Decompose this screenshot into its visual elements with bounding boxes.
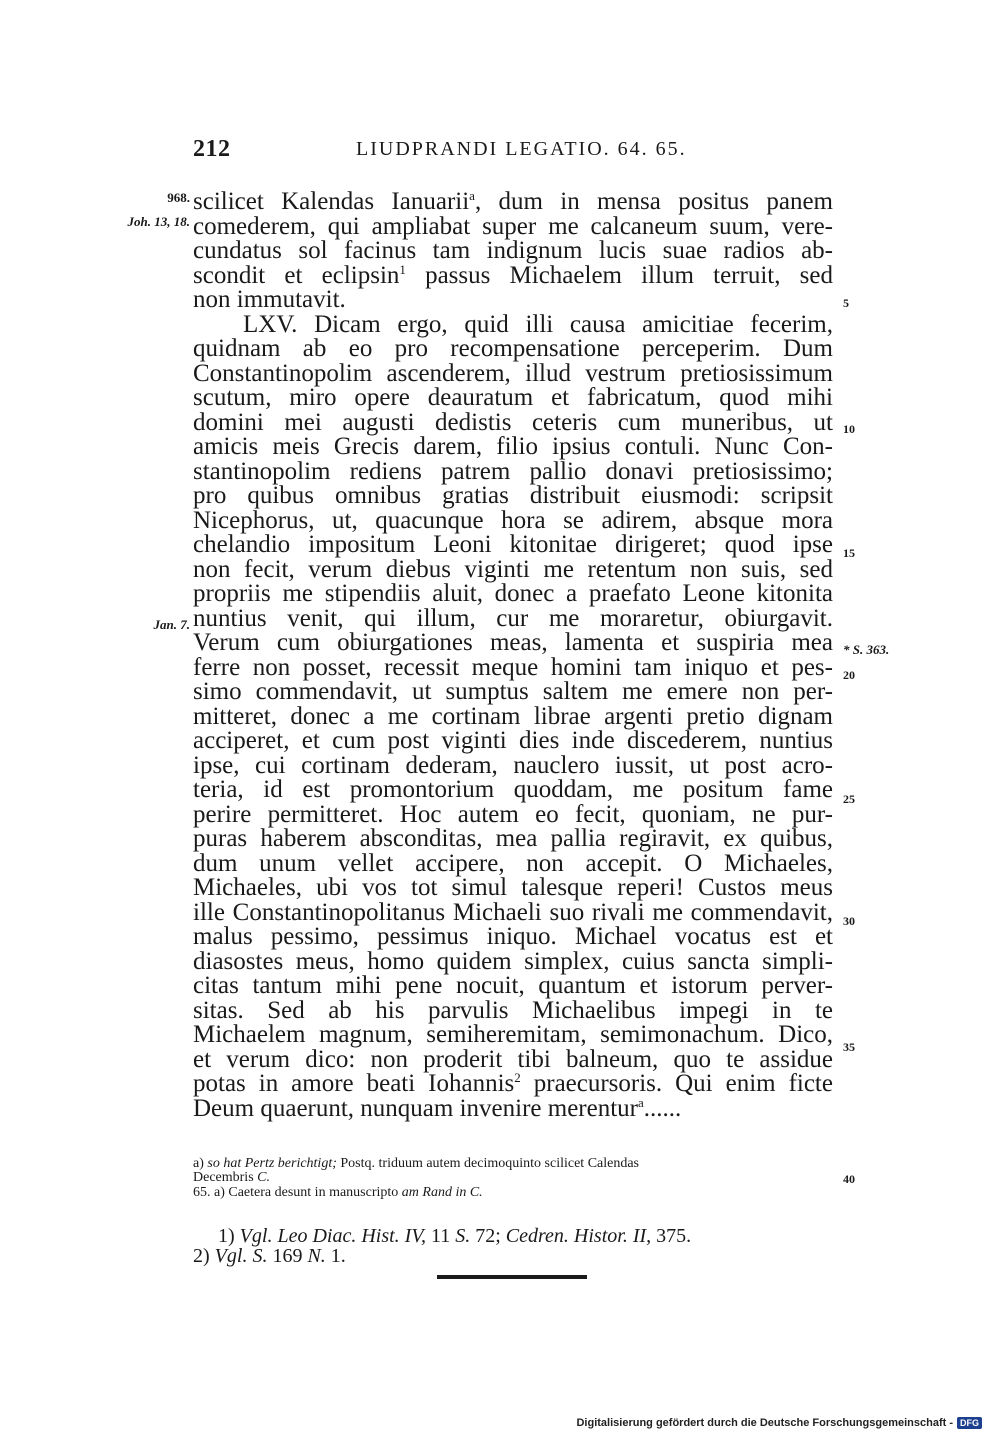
text-line: pro quibus omnibus gratias distribuit eiusmodi: scripsit bbox=[193, 482, 833, 509]
text-line: stantinopolim rediens patrem pallio donavi pretiosissimo; bbox=[193, 457, 833, 485]
text-line: sitas. Sed ab his parvulis Michaelibus impegi in te bbox=[193, 996, 833, 1024]
page-number: 212 bbox=[193, 136, 231, 162]
text-line: Michaeles, ubi vos tot simul talesque reperi! Custos meus bbox=[193, 874, 833, 901]
end-rule bbox=[437, 1275, 587, 1279]
text-line: malus pessimo, pessimus iniquo. Michael vocatus est et bbox=[193, 923, 833, 950]
line-number-10: 10 bbox=[843, 422, 855, 436]
text-line: Nicephorus, ut, quacunque hora se adirem, absque mora bbox=[193, 506, 833, 534]
text-line: comederem, qui ampliabat super me calcaneum suum, vere- bbox=[193, 212, 833, 240]
apparatus-note-a-cont: Decembris C. bbox=[193, 1170, 270, 1185]
text-line: cundatus sol facinus tam indignum lucis suae radios ab- bbox=[193, 237, 833, 264]
text-line: domini mei augusti dedistis ceteris cum muneribus, ut bbox=[193, 408, 833, 436]
text-line: LXV. Dicam ergo, quid illi causa amicitiae fecerim, bbox=[243, 310, 833, 338]
text-line: potas in amore beati Iohannis$^2$ praecursoris. Qui enim ficte bbox=[193, 1070, 833, 1097]
line-number-15: 15 bbox=[843, 546, 855, 560]
text-line: diasostes meus, homo quidem simplex, cuius sancta simpli- bbox=[193, 947, 833, 975]
text-line: teria, id est promontorium quoddam, me positum fame bbox=[193, 776, 833, 803]
line-number-5: 5 bbox=[843, 296, 849, 310]
text-line: non immutavit. bbox=[193, 286, 346, 313]
page-header bbox=[193, 136, 833, 168]
text-line: scilicet Kalendas Ianuarii$^a$, dum in mensa positus panem bbox=[193, 188, 833, 215]
text-line: Constantinopolim ascenderem, illud vestrum pretiosissimum bbox=[193, 359, 833, 387]
apparatus-note-a: a) so hat Pertz berichtigt; Postq. triduum autem decimoquinto scilicet Calendas bbox=[193, 1156, 640, 1171]
text-line: ille Constantinopolitanus Michaeli suo rivali me commendavit, bbox=[193, 898, 833, 926]
margin-ref-joh: Joh. 13, 18. bbox=[127, 214, 190, 229]
text-line: simo commendavit, ut sumptus saltem me emere non per- bbox=[193, 678, 833, 705]
text-line: propriis me stipendiis aluit, donec a praefato Leone kitonita bbox=[193, 580, 833, 607]
text-line: ipse, cui cortinam dederam, nauclero iussit, ut post acro- bbox=[193, 751, 833, 779]
text-line: non fecit, verum diebus viginti me retentum non suis, sed bbox=[193, 555, 833, 583]
line-number-20: 20 bbox=[843, 668, 855, 682]
line-number-35: 35 bbox=[843, 1040, 855, 1054]
digitization-credit bbox=[576, 1417, 982, 1429]
page-reference: * S. 363. bbox=[843, 642, 890, 657]
text-line: amicis meis Grecis darem, filio ipsius contuli. Nunc Con- bbox=[193, 433, 833, 460]
text-line: Deum quaerunt, nunquam invenire merentur$^a$...... bbox=[193, 1094, 682, 1122]
text-line: mitteret, donec a me cortinam librae argenti pretio dignam bbox=[193, 702, 833, 730]
text-line: citas tantum mihi pene nocuit, quantum et istorum perver- bbox=[193, 972, 833, 999]
text-line: puras haberem absconditas, mea pallia regiravit, ex quibus, bbox=[193, 825, 833, 852]
text-line: Verum cum obiurgationes meas, lamenta et suspiria mea bbox=[193, 629, 833, 656]
dfg-logo: DFG bbox=[957, 1417, 982, 1429]
footnote-2: 2) Vgl. S. 169 N. 1. bbox=[193, 1245, 346, 1267]
text-line: et verum dico: non proderit tibi balneum, quo te assidue bbox=[193, 1045, 833, 1073]
line-number-40: 40 bbox=[843, 1172, 855, 1186]
footnote-1: 1) Vgl. Leo Diac. Hist. IV, 11 S. 72; Cedren. Histor. II, 375. bbox=[218, 1225, 692, 1247]
text-line: acciperet, et cum post viginti dies inde discederem, nuntius bbox=[193, 727, 833, 754]
running-title: LIUDPRANDI LEGATIO. 64. 65. bbox=[356, 138, 687, 160]
margin-year: 968. bbox=[167, 190, 190, 205]
text-line: perire permitteret. Hoc autem eo fecit, quoniam, ne pur- bbox=[193, 800, 833, 828]
text-line: chelandio impositum Leoni kitonitae dirigeret; quod ipse bbox=[193, 531, 833, 558]
credit-text: Digitalisierung gefördert durch die Deutsche Forschungsgemeinschaft - bbox=[576, 1417, 953, 1429]
line-number-30: 30 bbox=[843, 914, 855, 928]
text-line: quidnam ab eo pro recompensatione perceperim. Dum bbox=[193, 335, 833, 362]
line-number-25: 25 bbox=[843, 792, 855, 806]
text-line: Michaelem magnum, semiheremitam, semimonachum. Dico, bbox=[193, 1021, 833, 1048]
text-line: scutum, miro opere deauratum et fabricatum, quod mihi bbox=[193, 384, 833, 411]
text-line: nuntius venit, qui illum, cur me moraretur, obiurgavit. bbox=[193, 604, 833, 632]
margin-ref-jan: Jan. 7. bbox=[153, 617, 190, 632]
text-line: scondit et eclipsin$^1$ passus Michaelem illum terruit, sed bbox=[193, 261, 833, 289]
text-line: ferre non posset, recessit meque homini tam iniquo et pes- bbox=[193, 653, 833, 681]
text-line: dum unum vellet accipere, non accepit. O Michaeles, bbox=[193, 849, 833, 877]
apparatus-note-65: 65. a) Caetera desunt in manuscripto am Rand in C. bbox=[193, 1185, 483, 1200]
